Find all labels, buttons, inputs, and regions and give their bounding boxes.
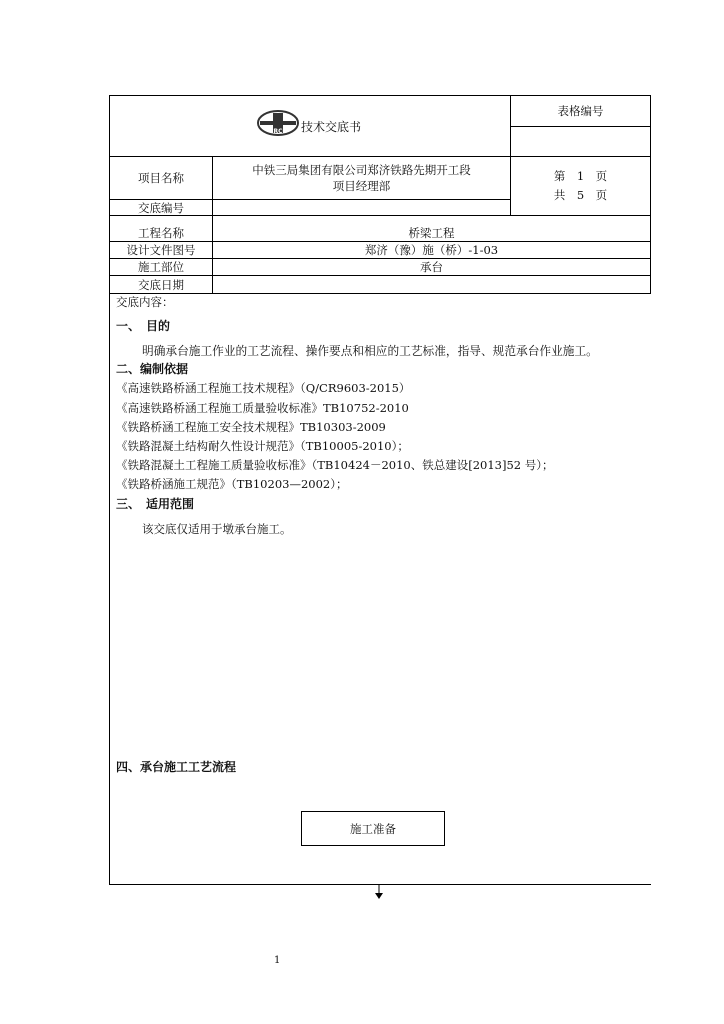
reference-item: 《铁路桥涵工程施工安全技术规程》TB10303-2009 [116,420,386,434]
design-doc-label: 设计文件图号 [126,243,196,257]
svg-text:CRCC: CRCC [269,128,287,135]
disclosure-no-label: 交底编号 [138,200,184,215]
section3-title: 三、 适用范围 [116,497,195,511]
page-count [511,157,650,215]
location-value: 承台 [420,260,443,274]
work-name-label: 工程名称 [138,226,184,240]
flow-step-label: 施工准备 [350,821,396,836]
reference-item: 《高速铁路桥涵工程施工质量验收标准》TB10752-2010 [116,401,409,415]
project-name-line2: 项目经理部 [332,179,391,193]
page-current: 第 1 页 [553,169,608,183]
form-no-value [511,127,650,156]
disclosure-no-value [213,200,510,215]
flow-arrow-down-icon [372,884,386,898]
section2-title: 二、编制依据 [116,362,189,376]
reference-item: 《铁路混凝土工程施工质量验收标准》（TB10424－2010、铁总建设[2013]52 号）； [116,458,554,472]
project-name-label: 项目名称 [138,171,184,185]
company-logo [256,109,300,137]
date-value [213,276,650,293]
flow-step-preparation [301,811,445,846]
section4-title: 四、承台施工工艺流程 [116,760,237,774]
design-doc-value: 郑济（豫）施（桥）-1-03 [364,243,499,257]
reference-item: 《铁路混凝土结构耐久性设计规范》（TB10005-2010）； [116,439,409,453]
doc-title: 技术交底书 [301,120,362,134]
work-name-value: 桥梁工程 [408,226,455,240]
project-name-line1: 中铁三局集团有限公司郑济铁路先期开工段 [252,163,471,177]
section3-text: 该交底仅适用于墩承台施工。 [142,522,292,536]
page-total: 共 5 页 [553,188,608,202]
date-label: 交底日期 [138,277,184,292]
project-name-value [213,157,510,199]
section1-title: 一、 目的 [116,319,171,333]
page-number: 1 [274,955,281,966]
section1-text: 明确承台施工作业的工艺流程、操作要点和相应的工艺标准，指导、规范承台作业施工。 [142,344,598,358]
content-intro-label: 交底内容： [116,295,174,309]
table-line-date-bottom [109,293,651,294]
location-label: 施工部位 [138,260,184,274]
reference-item: 《高速铁路桥涵工程施工技术规程》（Q/CR9603-2015） [116,381,411,395]
table-right-border [650,95,651,294]
reference-item: 《铁路桥涵施工规范》（TB10203—2002）； [116,477,348,491]
form-no-label: 表格编号 [557,104,604,118]
